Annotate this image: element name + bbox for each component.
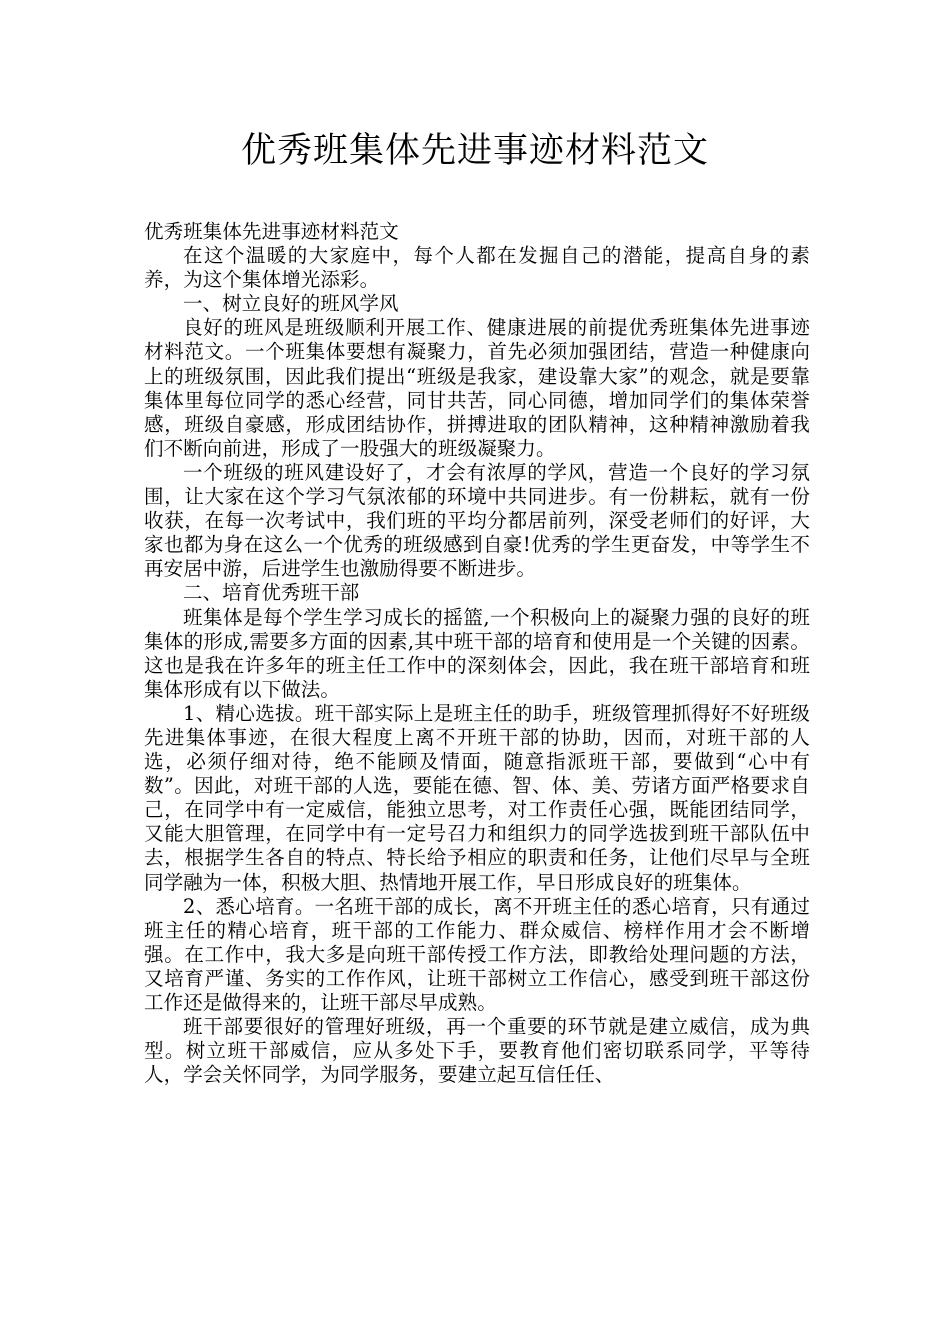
document-body (144, 220, 810, 1087)
document-title: 优秀班集体先进事迹材料范文 (240, 131, 709, 171)
intro-paragraph: 在这个温暖的大家庭中，每个人都在发掘自己的潜能，提高自身的素养，为这个集体增光添彩。 (144, 244, 810, 292)
body-paragraph: 良好的班风是班级顺利开展工作、健康进展的前提优秀班集体先进事迹材料范文。一个班集体要想有凝聚力，首先必须加强团结，营造一种健康向上的班级氛围，因此我们提出“班级是我家，建设靠大家”的观念，就是要靠集体里每位同学的悉心经营，同甘共苦，同心同德，增加同学们的集体荣誉感，班级自豪感，形成团结协作，拼搏进取的团队精神，这种精神激励着我们不断向前进，形成了一股强大的班级凝聚力。 (144, 316, 810, 460)
body-paragraph: 2、悉心培育。一名班干部的成长，离不开班主任的悉心培育，只有通过班主任的精心培育，班干部的工作能力、群众威信、榜样作用才会不断增强。在工作中，我大多是向班干部传授工作方法，即教给处理问题的方法，又培育严谨、务实的工作作风，让班干部树立工作信心，感受到班干部这份工作还是做得来的，让班干部尽早成熟。 (144, 894, 810, 1014)
section-heading-1: 一、树立良好的班风学风 (183, 292, 399, 316)
section-heading-2: 二、培育优秀班干部 (183, 581, 360, 605)
subtitle-paragraph: 优秀班集体先进事迹材料范文 (144, 220, 399, 243)
body-paragraph: 1、精心选拔。班干部实际上是班主任的助手，班级管理抓得好不好班级先进集体事迹，在很大程度上离不开班干部的协助，因而，对班干部的人选，必须仔细对待，绝不能顾及情面，随意指派班干部，要做到“心中有数”。因此，对班干部的人选，要能在德、智、体、美、劳诸方面严格要求自己，在同学中有一定威信，能独立思考，对工作责任心强，既能团结同学，又能大胆管理，在同学中有一定号召力和组织力的同学选拔到班干部队伍中去，根据学生各自的特点、特长给予相应的职责和任务，让他们尽早与全班同学融为一体，积极大胆、热情地开展工作，早日形成良好的班集体。 (144, 701, 810, 894)
body-paragraph: 一个班级的班风建设好了，才会有浓厚的学风，营造一个良好的学习氛围，让大家在这个学习气氛浓郁的环境中共同进步。有一份耕耘，就有一份收获，在每一次考试中，我们班的平均分都居前列，深受老师们的好评，大家也都为身在这么一个优秀的班级感到自豪!优秀的学生更奋发，中等学生不再安居中游，后进学生也激励得要不断进步。 (144, 460, 810, 581)
body-paragraph: 班集体是每个学生学习成长的摇篮,一个积极向上的凝聚力强的良好的班集体的形成,需要多方面的因素,其中班干部的培育和使用是一个关键的因素。这也是我在许多年的班主任工作中的深刻体会，因此，我在班干部培育和班集体形成有以下做法。 (144, 605, 810, 701)
body-paragraph: 班干部要很好的管理好班级，再一个重要的环节就是建立威信，成为典型。树立班干部威信，应从多处下手，要教育他们密切联系同学，平等待人，学会关怀同学，为同学服务，要建立起互信任任、 (144, 1015, 810, 1087)
